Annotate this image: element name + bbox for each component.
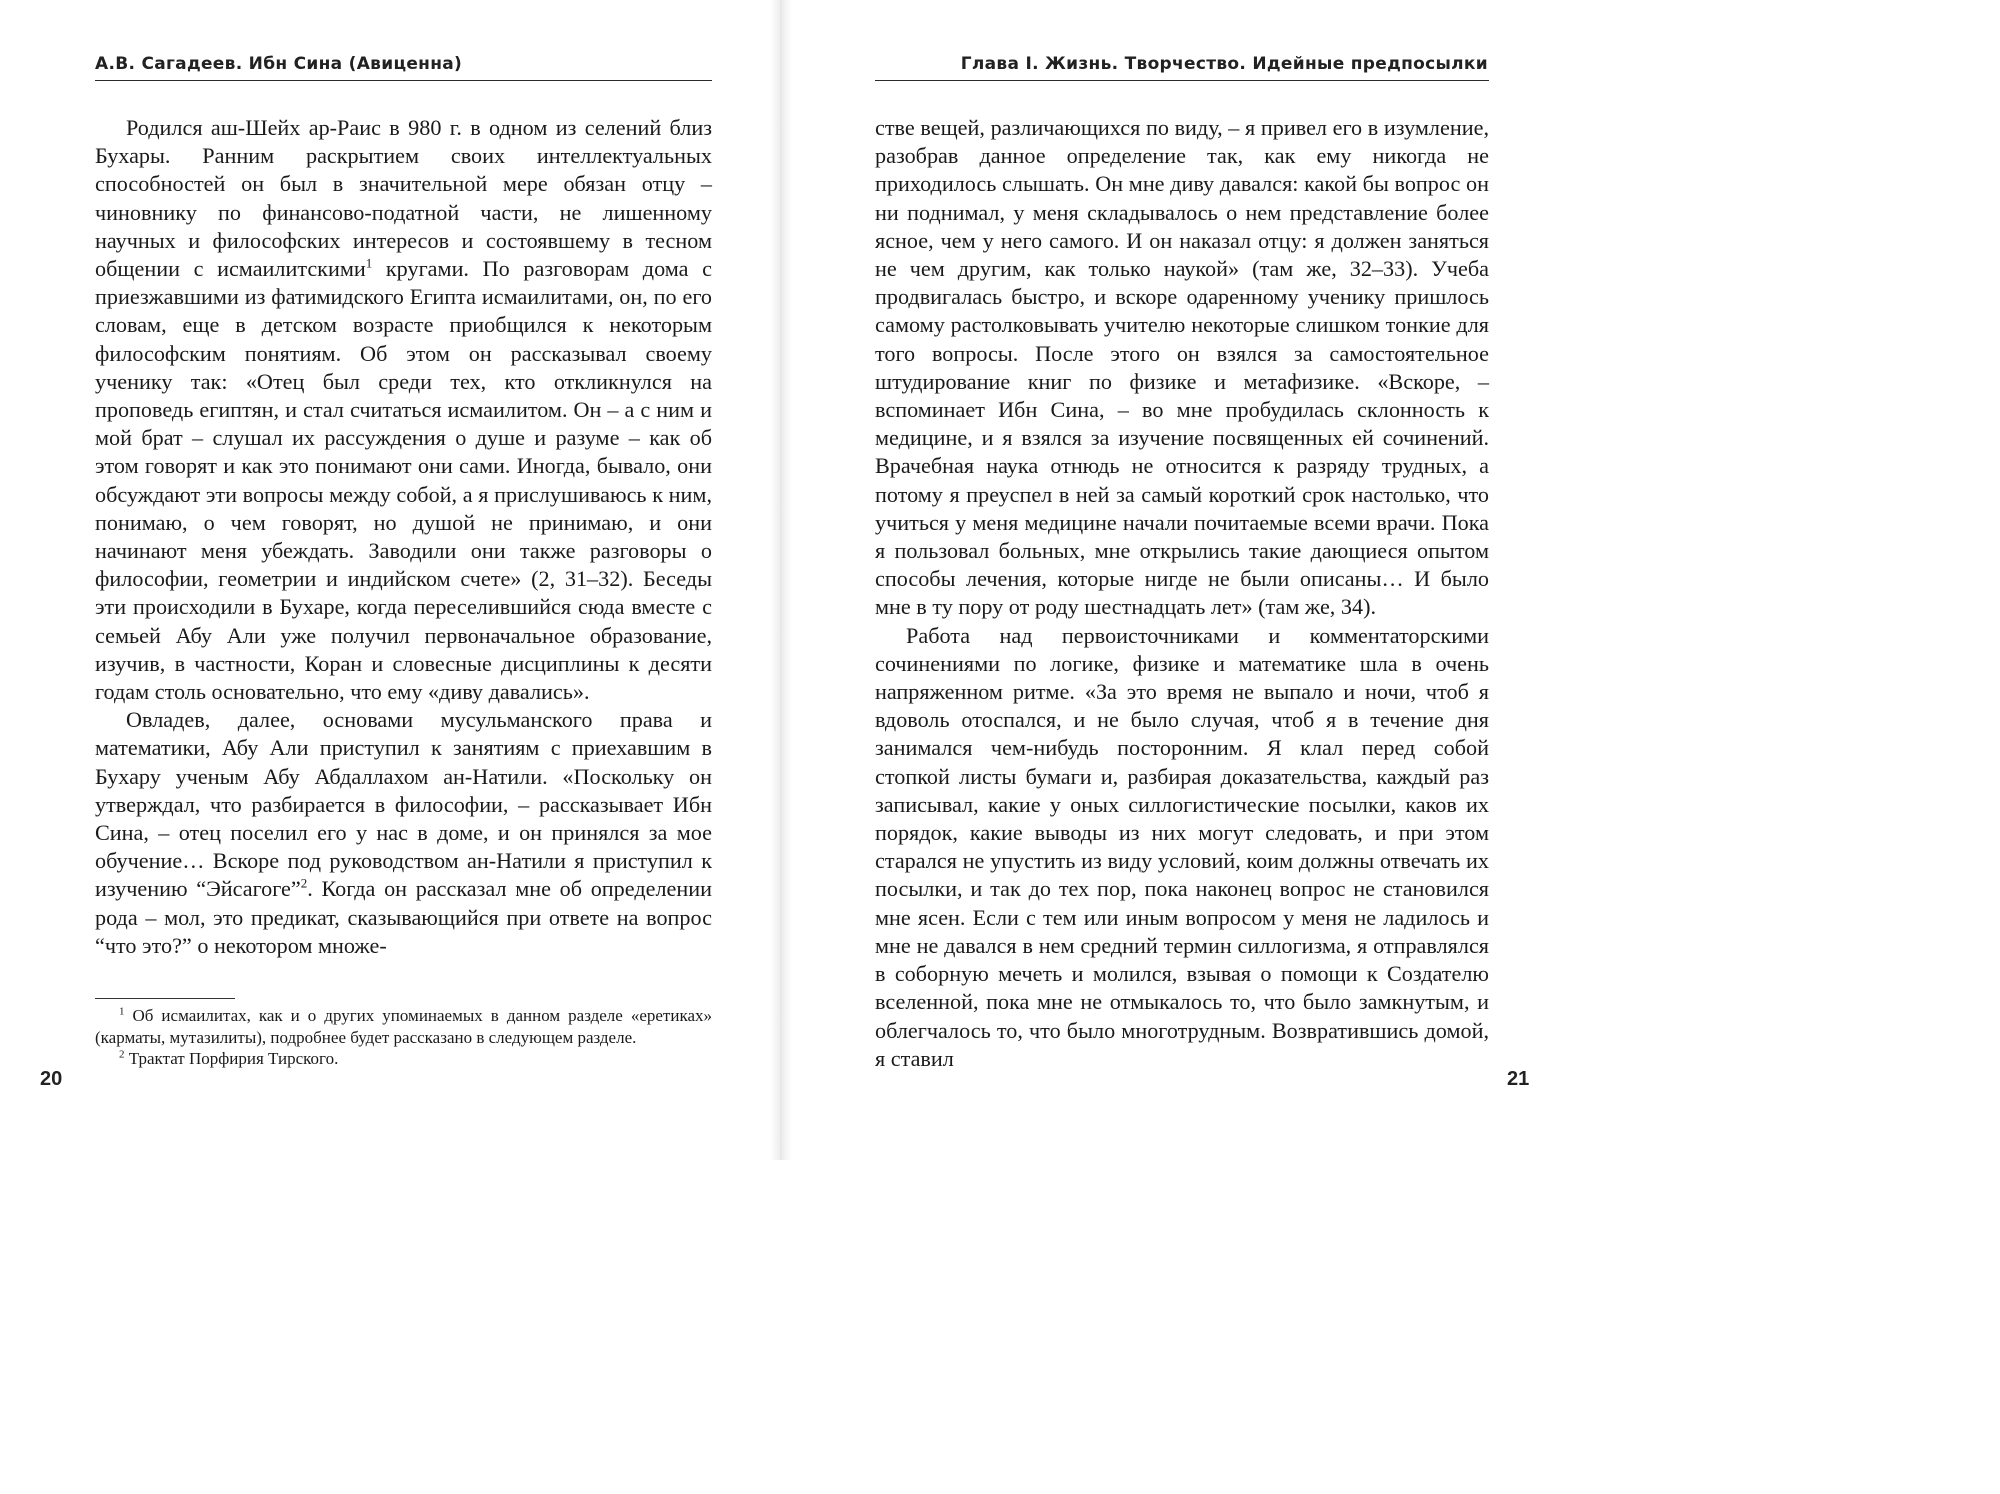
- left-page: [0, 0, 781, 1160]
- footnote-text: Об исмаилитах, как и о других упоминаемых в данном разделе «еретиках» (карматы, мутазилиты), подробнее будет рассказано в следующем разделе.: [95, 1006, 712, 1047]
- footnote-rule: [95, 998, 235, 999]
- running-header: А.В. Сагадеев. Ибн Сина (Авиценна): [95, 54, 463, 74]
- footnote-text: Трактат Порфирия Тирского.: [124, 1049, 339, 1068]
- footnote-mark: 1: [119, 1005, 125, 1018]
- paragraph: стве вещей, различающихся по виду, – я привел его в изумление, разобрав данное определение так, как ему никогда не приходилось слышать. Он мне диву давался: какой бы вопрос он ни поднимал, у меня складывалось о нем представление более ясное, чем у него самого. И он наказал отцу: я должен заняться не чем другим, как только наукой» (там же, 32–33). Учеба продвигалась быстро, и вскоре одаренному ученику пришлось самому растолковывать учителю некоторые слишком тонкие для того вопросы. После этого он взялся за самостоятельное штудирование книг по физике и метафизике. «Вскоре, – вспоминает Ибн Сина, – во мне пробудилась склонность к медицине, и я взялся за изучение посвященных ей сочинений. Врачебная наука отнюдь не относится к разряду трудных, а потому я преуспел в ней за самый короткий срок настолько, что учиться у меня медицине начали почитаемые всеми врачи. Пока я пользовал больных, мне открылись такие дающиеся опытом способы лечения, которые нигде не были описаны… И было мне в ту пору от роду шестнадцать лет» (там же, 34).: [875, 115, 1489, 620]
- paragraph: [95, 114, 712, 706]
- page-number: 20: [40, 1068, 63, 1090]
- page-body: [875, 114, 1489, 1073]
- footnotes: [95, 1005, 712, 1070]
- footnote-mark: 2: [300, 876, 308, 892]
- paragraph: [95, 706, 712, 960]
- page-body: [95, 114, 712, 960]
- right-page: [781, 0, 1562, 1160]
- paragraph-text: кругами. По разговорам дома с приезжавшими из фатимидского Египта исмаилитами, он, по его словам, еще в детском возрасте приобщился к некоторым философским понятиям. Об этом он рассказывал своему ученику так: «Отец был среди тех, кто откликнулся на проповедь египтян, и стал считаться исмаилитом. Он – а с ним и мой брат – слушал их рассуждения о душе и разуме – как об этом говорят и как это понимают они сами. Иногда, бывало, они обсуждают эти вопросы между собой, а я прислушиваюсь к ним, понимаю, о чем говорят, но душой не принимаю, и они начинают меня убеждать. Заводили они также разговоры о философии, геометрии и индийском счете» (2, 31–32). Беседы эти происходили в Бухаре, когда переселившийся сюда вместе с семьей Абу Али уже получил первоначальное образование, изучив, в частности, Коран и словесные дисциплины к десяти годам столь основательно, что ему «диву давались».: [95, 256, 712, 705]
- paragraph-text: Овладев, далее, основами мусульманского права и математики, Абу Али приступил к занятиям с приехавшим в Бухару ученым Абу Абдаллахом ан-Натили. «Поскольку он утверждал, что разбирается в философии, – рассказывает Ибн Сина, – отец поселил его у нас в доме, и он принялся за мое обучение… Вскоре под руководством ан-Натили я приступил к изучению “Эйсагоге”: [95, 707, 712, 902]
- paragraph-text: . Когда он рассказал мне об определении рода – мол, это предикат, сказывающийся при ответе на вопрос “что это?” о некотором множе-: [95, 876, 713, 958]
- paragraph: Работа над первоисточниками и комментаторскими сочинениями по логике, физике и математике шла в очень напряженном ритме. «За это время не выпало и ночи, чтоб я вдоволь отоспался, и не было случая, чтоб я в течение дня занимался чем-нибудь посторонним. Я клал перед собой стопкой листы бумаги и, разбирая доказательства, каждый раз записывал, какие у оных силлогистические посылки, каков их порядок, какие выводы из них могут следовать, и при этом старался не упустить из виду условий, коим должны отвечать их посылки, и так до тех пор, пока наконец вопрос не становился мне ясен. Если с тем или иным вопросом у меня не ладилось и мне не давался в нем средний термин силлогизма, я отправлялся в соборную мечеть и молился, взывая о помощи к Создателю вселенной, пока мне не отмыкалось то, что было замкнутым, и облегчалось то, что было многотрудным. Возвратившись домой, я ставил: [875, 622, 1489, 1071]
- page-number: 21: [1507, 1068, 1530, 1090]
- footnote: [95, 1005, 712, 1048]
- running-header: Глава I. Жизнь. Творчество. Идейные предпосылки: [960, 54, 1488, 74]
- footnote: [95, 1048, 712, 1070]
- header-rule: [875, 80, 1489, 81]
- paragraph-text: Родился аш-Шейх ар-Раис в 980 г. в одном из селений близ Бухары. Ранним раскрытием своих интеллектуальных способностей он был в значительной мере обязан отцу – чиновнику по финансово-податной части, не лишенному научных и философских интересов и состоявшему в тесном общении с исмаилитскими: [95, 115, 712, 282]
- footnote-mark: 2: [119, 1048, 125, 1061]
- header-rule: [95, 80, 712, 81]
- footnote-mark: 1: [365, 255, 373, 271]
